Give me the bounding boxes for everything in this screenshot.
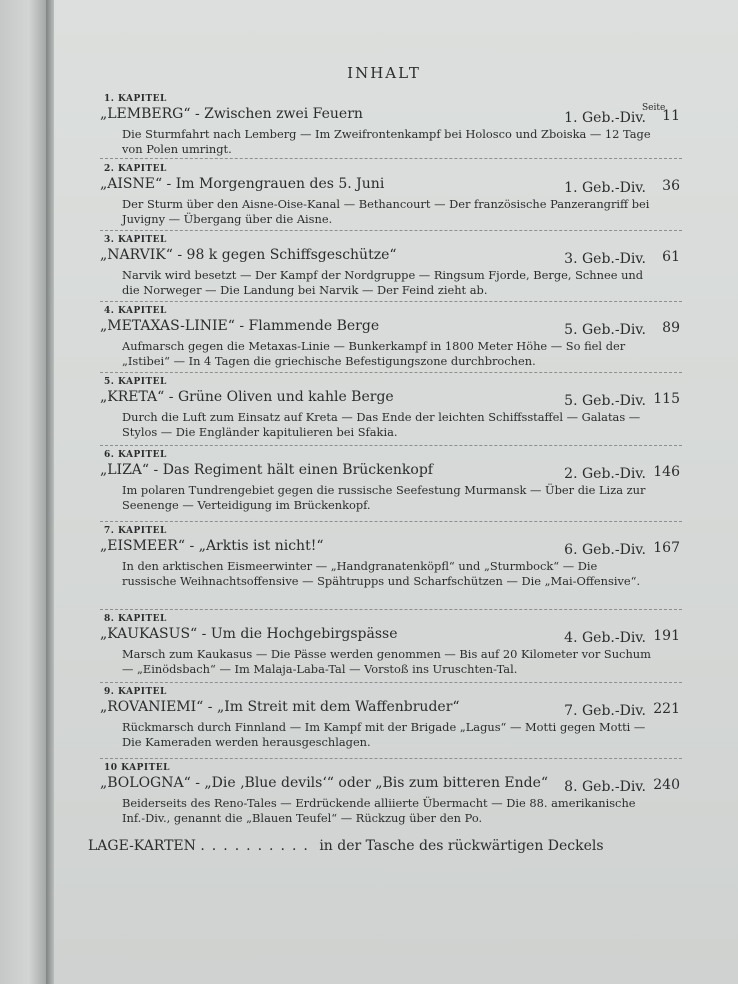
chapter-title-row <box>100 773 680 795</box>
chapter-entry <box>100 450 680 513</box>
division-label: 5. Geb.-Div. <box>564 322 646 338</box>
page-number: 240 <box>653 777 680 793</box>
page-heading: INHALT <box>347 64 421 82</box>
chapter-title: „NARVIK“ - 98 k gegen Schiffsgeschütze“ <box>100 247 397 263</box>
chapter-number: 9. KAPITEL <box>104 687 167 697</box>
chapter-entry <box>100 687 680 750</box>
divider <box>100 445 682 447</box>
chapter-title: „AISNE“ - Im Morgengrauen des 5. Juni <box>100 176 385 192</box>
chapter-description: Rückmarsch durch Finnland — Im Kampf mit der Brigade „Lagus“ — Motti gegen Motti — Die Kameraden werden herausgeschlagen. <box>122 720 646 749</box>
chapter-entry <box>100 306 680 369</box>
page-number: 89 <box>662 320 680 336</box>
chapter-entry <box>100 164 680 227</box>
chapter-title: „BOLOGNA“ - „Die ‚Blue devils‘“ oder „Bis zum bitteren Ende“ <box>100 775 549 791</box>
divider <box>100 758 682 760</box>
division-label: 6. Geb.-Div. <box>564 542 646 558</box>
chapter-description: Der Sturm über den Aisne-Oise-Kanal — Bethancourt — Der französische Panzerangriff bei Juvigny — Übergang über die Aisne. <box>122 197 650 226</box>
book-gutter <box>46 0 54 984</box>
maps-label: LAGE-KARTEN <box>88 838 196 854</box>
chapter-entry <box>100 377 680 440</box>
divider <box>100 521 682 523</box>
divider <box>100 230 682 232</box>
page-number: 11 <box>662 108 680 124</box>
chapter-title-row <box>100 245 680 267</box>
page-number: 221 <box>653 701 680 717</box>
chapter-number: 5. KAPITEL <box>104 377 167 387</box>
chapter-title: „KRETA“ - Grüne Oliven und kahle Berge <box>100 389 394 405</box>
chapter-title: „METAXAS-LINIE“ - Flammende Berge <box>100 318 380 334</box>
maps-location: in der Tasche des rückwärtigen Deckels <box>319 838 604 854</box>
chapter-title: „LEMBERG“ - Zwischen zwei Feuern <box>100 106 363 122</box>
division-label: 3. Geb.-Div. <box>564 251 646 267</box>
chapter-entry <box>100 614 680 677</box>
chapter-number: 3. KAPITEL <box>104 235 167 245</box>
chapter-description: Aufmarsch gegen die Metaxas-Linie — Bunkerkampf in 1800 Meter Höhe — So fiel der „Istibei“ — In 4 Tagen die griechische Befestigungszone durchbrochen. <box>122 339 626 368</box>
division-label: 1. Geb.-Div. <box>564 180 646 196</box>
chapter-title-row <box>100 316 680 338</box>
chapter-entry <box>100 526 680 589</box>
chapter-number: 8. KAPITEL <box>104 614 167 624</box>
divider <box>100 609 682 611</box>
chapter-number: 10 KAPITEL <box>104 763 170 773</box>
page-number: 36 <box>662 178 680 194</box>
division-label: 7. Geb.-Div. <box>564 703 646 719</box>
chapter-description: Beiderseits des Reno-Tales — Erdrückende alliierte Übermacht — Die 88. amerikanische Inf.-Div., genannt die „Blauen Teufel“ — Rückzug über den Po. <box>122 796 636 825</box>
chapter-description: Durch die Luft zum Einsatz auf Kreta — Das Ende der leichten Schiffsstaffel — Galatas — Stylos — Die Engländer kapitulieren bei Sfakia. <box>122 410 641 439</box>
chapter-title: „ROVANIEMI“ - „Im Streit mit dem Waffenbruder“ <box>100 699 460 715</box>
division-label: 8. Geb.-Div. <box>564 779 646 795</box>
divider <box>100 158 682 160</box>
chapter-number: 4. KAPITEL <box>104 306 167 316</box>
contents-page <box>54 0 738 984</box>
chapter-title-row <box>100 536 680 558</box>
chapter-entry <box>100 94 680 157</box>
chapter-title-row <box>100 460 680 482</box>
division-label: 2. Geb.-Div. <box>564 466 646 482</box>
chapter-number: 7. KAPITEL <box>104 526 167 536</box>
page-number: 115 <box>653 391 680 407</box>
chapter-description: Narvik wird besetzt — Der Kampf der Nordgruppe — Ringsum Fjorde, Berge, Schnee und die Norweger — Die Landung bei Narvik — Der Feind zieht ab. <box>122 268 644 297</box>
divider <box>100 301 682 303</box>
seite-column-label: Seite <box>642 103 666 113</box>
division-label: 1. Geb.-Div. <box>564 110 646 126</box>
chapter-title: „KAUKASUS“ - Um die Hochgebirgspässe <box>100 626 398 642</box>
chapter-entry <box>100 235 680 298</box>
chapter-title: „EISMEER“ - „Arktis ist nicht!“ <box>100 538 324 554</box>
divider <box>100 682 682 684</box>
divider <box>100 372 682 374</box>
chapter-number: 1. KAPITEL <box>104 94 167 104</box>
page-number: 167 <box>653 540 680 556</box>
leader-dots: .......... <box>200 838 315 854</box>
page-number: 61 <box>662 249 680 265</box>
chapter-title: „LIZA“ - Das Regiment hält einen Brückenkopf <box>100 462 433 478</box>
maps-footer <box>88 838 604 854</box>
chapter-title-row <box>100 174 680 196</box>
chapter-number: 2. KAPITEL <box>104 164 167 174</box>
chapter-description: Die Sturmfahrt nach Lemberg — Im Zweifrontenkampf bei Holosco und Zboiska — 12 Tage von Polen umringt. <box>122 127 651 156</box>
division-label: 5. Geb.-Div. <box>564 393 646 409</box>
page-number: 146 <box>653 464 680 480</box>
chapter-description: Marsch zum Kaukasus — Die Pässe werden genommen — Bis auf 20 Kilometer vor Suchum — „Einödsbach“ — Im Malaja-Laba-Tal — Vorstoß ins Uruschten-Tal. <box>122 647 651 676</box>
chapter-title-row <box>100 104 680 126</box>
chapter-entry <box>100 763 680 826</box>
chapter-title-row <box>100 624 680 646</box>
chapter-description: Im polaren Tundrengebiet gegen die russische Seefestung Murmansk — Über die Liza zur Seenenge — Verteidigung im Brückenkopf. <box>122 483 646 512</box>
chapter-title-row <box>100 697 680 719</box>
chapter-number: 6. KAPITEL <box>104 450 167 460</box>
chapter-title-row <box>100 387 680 409</box>
chapter-description: In den arktischen Eismeerwinter — „Handgranatenköpfl“ und „Sturmbock“ — Die russische Weihnachtsoffensive — Spähtrupps und Scharfschützen — Die „Mai-Offensive“. <box>122 559 641 588</box>
division-label: 4. Geb.-Div. <box>564 630 646 646</box>
left-page-edge <box>0 0 48 984</box>
page-number: 191 <box>653 628 680 644</box>
